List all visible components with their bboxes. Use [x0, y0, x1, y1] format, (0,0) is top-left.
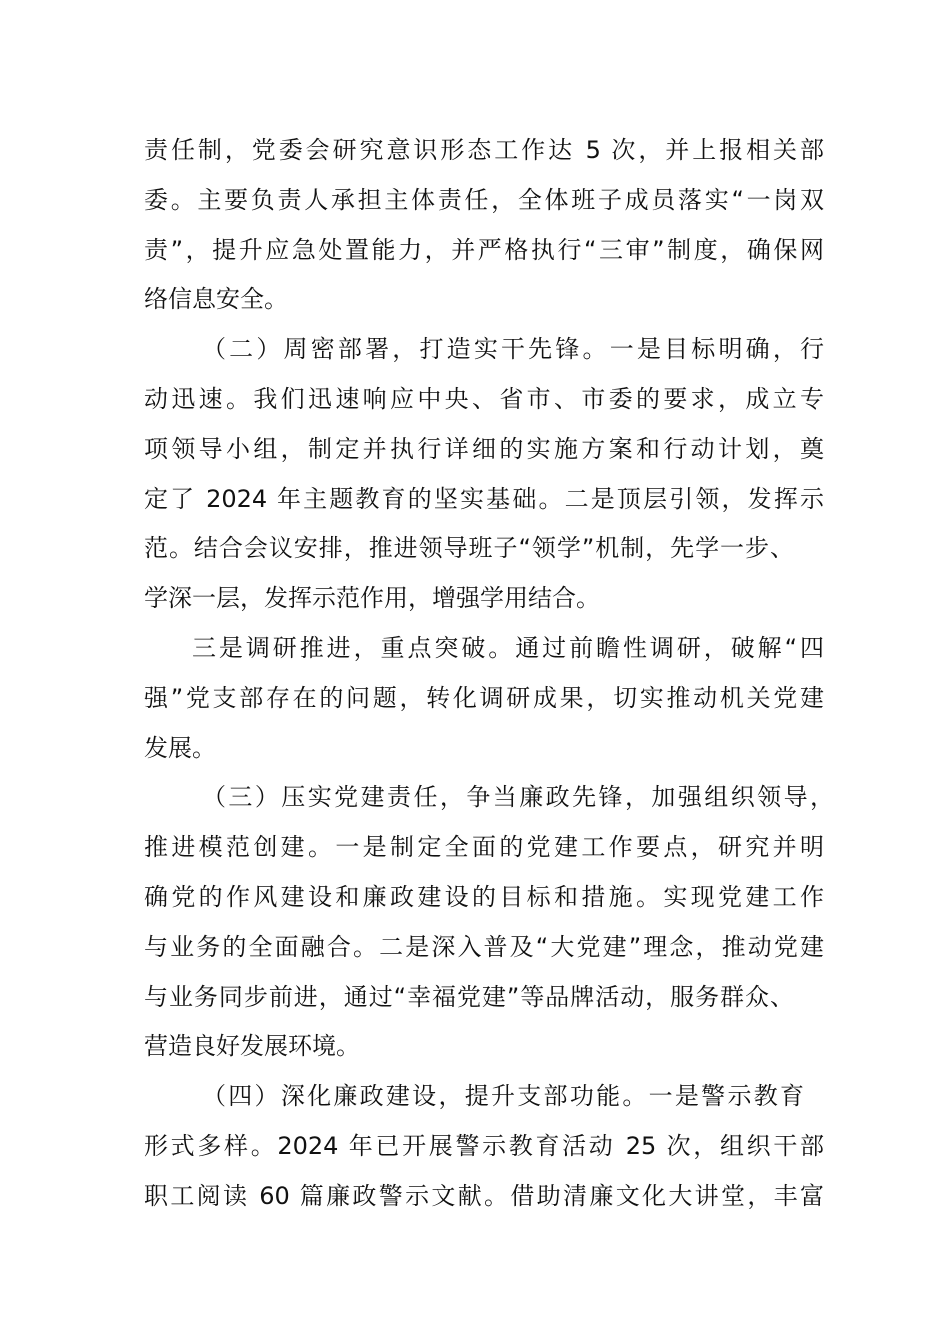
paragraph-line: 学深一层，发挥示范作用，增强学用结合。: [144, 584, 600, 613]
paragraph-line: 与业务同步前进，通过“幸福党建”等品牌活动，服务群众、: [144, 982, 794, 1011]
paragraph-line: 范。结合会议安排，推进领导班子“领学”机制，先学一步、: [144, 534, 794, 563]
section-heading-line: （二）周密部署，打造实干先锋。一是目标明确，行: [202, 335, 824, 364]
paragraph-line: 强”党支部存在的问题，转化调研成果，切实推动机关党建: [144, 683, 824, 712]
paragraph-line: 职工阅读 60 篇廉政警示文献。借助清廉文化大讲堂，丰富: [144, 1181, 824, 1210]
paragraph-line: 责”，提升应急处置能力，并严格执行“三审”制度，确保网: [144, 235, 824, 264]
paragraph-line: 定了 2024 年主题教育的坚实基础。二是顶层引领，发挥示: [144, 484, 824, 513]
paragraph-line: 发展。: [144, 733, 216, 762]
paragraph-line: 营造良好发展环境。: [144, 1032, 360, 1061]
section-heading-line: （三）压实党建责任，争当廉政先锋，加强组织领导，: [202, 783, 834, 812]
document-body: [144, 126, 834, 1222]
paragraph-line: 项领导小组，制定并执行详细的实施方案和行动计划，奠: [144, 434, 824, 463]
paragraph-line: 确党的作风建设和廉政建设的目标和措施。实现党建工作: [144, 882, 824, 911]
paragraph-line: 责任制，党委会研究意识形态工作达 5 次，并上报相关部: [144, 136, 824, 164]
paragraph-line: 络信息安全。: [144, 285, 288, 314]
paragraph-line: 动迅速。我们迅速响应中央、省市、市委的要求，成立专: [144, 384, 824, 413]
paragraph-line: 形式多样。2024 年已开展警示教育活动 25 次，组织干部: [144, 1131, 824, 1160]
paragraph-line: 推进模范创建。一是制定全面的党建工作要点，研究并明: [144, 833, 824, 862]
paragraph-line: 与业务的全面融合。二是深入普及“大党建”理念，推动党建: [144, 932, 824, 961]
paragraph-first-line: 三是调研推进，重点突破。通过前瞻性调研，破解“四: [192, 633, 824, 662]
paragraph-line: 委。主要负责人承担主体责任，全体班子成员落实“一岗双: [144, 185, 824, 214]
section-heading-line: （四）深化廉政建设，提升支部功能。一是警示教育: [202, 1082, 804, 1111]
